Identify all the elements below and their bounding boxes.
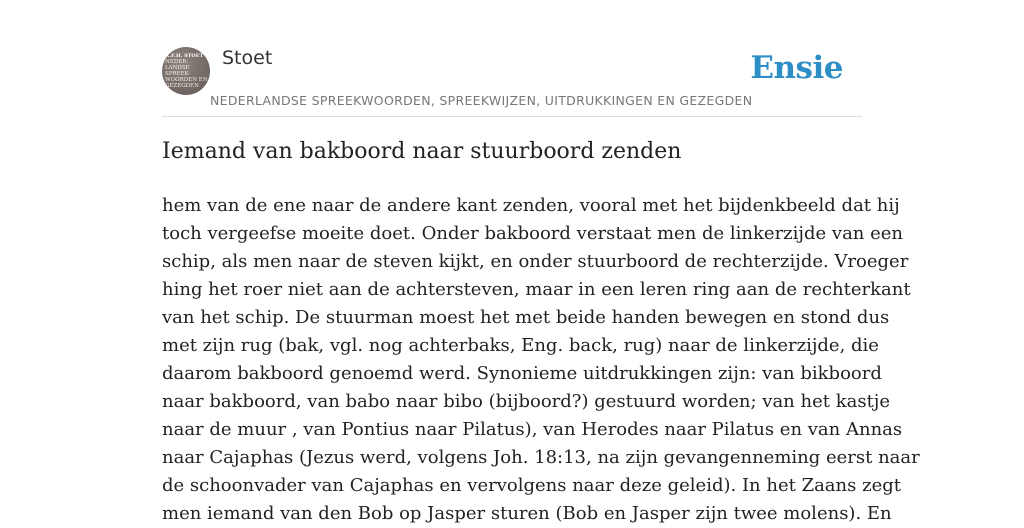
article-line: van het schip. De stuurman moest het met beide handen bewegen en stond dus — [162, 307, 890, 328]
avatar-book-cover — [165, 53, 209, 89]
avatar[interactable] — [162, 47, 210, 95]
article-body — [162, 192, 920, 528]
author-name[interactable]: Stoet — [222, 47, 273, 69]
article-line: men iemand van den Bob op Jasper sturen (Bob en Jasper zijn twee molens). En — [162, 503, 892, 524]
article-line: toch vergeefse moeite doet. Onder bakboord verstaat men de linkerzijde van een — [162, 223, 904, 244]
article-line: naar bakboord, van babo naar bibo (bijboord?) gestuurd worden; van het kastje — [162, 391, 891, 412]
article-line: hem van de ene naar de andere kant zenden, vooral met het bijdenkbeeld dat hij — [162, 195, 900, 216]
article-line: daarom bakboord genoemd werd. Synonieme uitdrukkingen zijn: van bikboord — [162, 363, 882, 384]
avatar-text-line: LANDSE — [165, 65, 190, 71]
page-title: Iemand van bakboord naar stuurboord zenden — [162, 139, 682, 164]
avatar-text-line: GEZEGDEN — [165, 83, 199, 89]
article-line: hing het roer niet aan de achtersteven, maar in een leren ring aan de rechterkant — [162, 279, 911, 300]
article-line: met zijn rug (bak, vgl. nog achterbaks, Eng. back, rug) naar de linkerzijde, die — [162, 335, 879, 356]
brand-logo[interactable]: Ensie — [750, 50, 843, 86]
avatar-text-line: SPREEK- — [165, 71, 191, 77]
article-line: naar Cajaphas (Jezus werd, volgens Joh. 18:13, na zijn gevangenneming eerst naar — [162, 447, 920, 468]
avatar-text-line: K.F.H. STOET — [165, 53, 204, 59]
article-line: naar de muur , van Pontius naar Pilatus), van Herodes naar Pilatus en van Annas — [162, 419, 903, 440]
header — [162, 46, 862, 117]
article-line: schip, als men naar de steven kijkt, en onder stuurboord de rechterzijde. Vroeger — [162, 251, 909, 272]
article-line: de schoonvader van Cajaphas en vervolgens naar deze geleid). In het Zaans zegt — [162, 475, 901, 496]
avatar-text-line: NEDER- — [165, 59, 189, 65]
source-subtitle[interactable]: NEDERLANDSE SPREEKWOORDEN, SPREEKWIJZEN, UITDRUKKINGEN EN GEZEGDEN — [210, 93, 753, 108]
avatar-text-line: WOORDEN EN — [165, 77, 208, 83]
